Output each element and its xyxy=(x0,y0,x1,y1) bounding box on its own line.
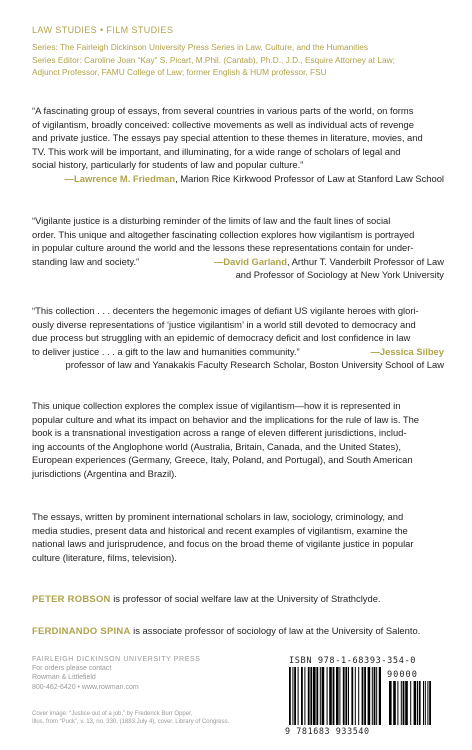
publisher-line: Rowman & Littlefield xyxy=(32,674,96,682)
barcode-bar xyxy=(364,667,366,725)
author-name: FERDINANDO SPINA xyxy=(32,625,131,636)
barcode-bar xyxy=(308,667,310,725)
blurb-line: standing law and society.” xyxy=(32,255,140,267)
author-bio xyxy=(32,624,444,638)
barcode-bar xyxy=(358,667,359,725)
cover-credit xyxy=(32,710,262,726)
barcode-bar xyxy=(304,667,305,725)
barcode-bar xyxy=(329,667,332,725)
barcode-bar xyxy=(379,667,381,725)
para-line: popular culture and what its impact on behavior and the implications for the rule of law is. The xyxy=(32,413,420,425)
barcode-bar xyxy=(417,681,418,725)
author-name: PETER ROBSON xyxy=(32,593,111,604)
cover-credit-line: Cover image: “Justice out of a job,” by Frederick Burr Opper, xyxy=(32,711,193,717)
author-bio-text: is professor of social welfare law at the University of Strathclyde. xyxy=(110,593,381,604)
author-bio-text: is associate professor of sociology of law at the University of Salento. xyxy=(130,625,421,636)
publisher-line: For orders please contact xyxy=(32,665,112,673)
barcode-bar xyxy=(376,667,377,725)
endorser-affiliation: , Marion Rice Kirkwood Professor of Law at Stanford Law School xyxy=(175,172,444,184)
para-line: national laws and jurisprudence, and focus on the broad theme of vigilante justice in popular xyxy=(32,538,414,550)
barcode-bar xyxy=(343,667,345,725)
blurb-line: “This collection . . . decenters the hegemonic images of defiant US vigilante heroes with glori- xyxy=(32,305,419,316)
para-line: The essays, written by prominent international scholars in law, sociology, criminology, and xyxy=(32,511,404,522)
barcode-bar xyxy=(294,667,296,725)
blurb-attribution xyxy=(32,172,444,186)
blurb-line: ously diverse representations of ‘justice vigilantism’ in a world still devoted to democracy and xyxy=(32,318,416,330)
barcode-bar xyxy=(410,681,411,725)
para-line: This unique collection explores the complex issue of vigilantism—how it is represented in xyxy=(32,400,401,411)
blurb-garland xyxy=(32,214,444,282)
barcode-bar xyxy=(403,681,405,725)
description-paragraph xyxy=(32,510,444,564)
series-info xyxy=(32,41,444,79)
barcode-bar xyxy=(368,667,371,725)
blurb-line: of vigilantism, broadly conceived: collective movements as well as individual acts of revenge xyxy=(32,118,414,130)
category-line: LAW STUDIES • FILM STUDIES xyxy=(32,25,174,35)
para-line: culture (literature, films, television). xyxy=(32,551,177,563)
endorser-name: —Jessica Silbey xyxy=(370,345,444,357)
barcode-bar xyxy=(322,667,325,725)
series-line: Series: The Fairleigh Dickinson University Press Series in Law, Culture, and the Humanities xyxy=(32,42,369,52)
publisher-name: FAIRLEIGH DICKINSON UNIVERSITY PRESS xyxy=(32,656,201,663)
barcode-bar xyxy=(374,667,376,725)
blurb-line: “Vigilante justice is a disturbing reminder of the limits of law and the fault lines of social xyxy=(32,215,391,226)
publisher-line: 800-462-6420 • www.rowman.com xyxy=(32,683,139,691)
barcode-bar xyxy=(393,681,396,725)
barcode-bar xyxy=(336,667,339,725)
endorser-affiliation: professor of law and Yanakakis Faculty Research Scholar, Boston University School of Law xyxy=(65,359,444,371)
barcode-bar xyxy=(348,667,349,725)
endorser-name: —Lawrence M. Friedman xyxy=(64,172,176,184)
barcode-bar xyxy=(414,681,417,725)
barcode-bar xyxy=(423,681,424,725)
barcode-bar xyxy=(316,667,318,725)
endorser-affiliation-2: and Professor of Sociology at New York University xyxy=(235,269,444,281)
publisher-info xyxy=(32,655,262,692)
ean-barcode-icon xyxy=(289,667,381,727)
barcode-bar xyxy=(298,667,299,725)
blurb-silbey xyxy=(32,304,444,372)
author-bio xyxy=(32,592,444,606)
series-line: Adjunct Professor, FAMU College of Law; former English & HUM professor, FSU xyxy=(32,67,327,77)
barcode-bar xyxy=(351,667,353,725)
endorser-affiliation: , Arthur T. Vanderbilt Professor of Law xyxy=(286,255,444,267)
barcode-bar xyxy=(313,667,316,725)
blurb-line: “A fascinating group of essays, from several countries in various parts of the world, on forms xyxy=(32,105,414,116)
back-cover-text xyxy=(32,24,444,636)
barcode-bar xyxy=(397,681,398,725)
ean-digits: 9 781683 933540 xyxy=(285,726,370,736)
blurb-line: in popular culture around the world and the lessons these representations contain for under- xyxy=(32,242,414,254)
barcode-bar xyxy=(362,667,364,725)
cover-credit-line: Illus. from “Puck”, v. 13, no. 330, (1883 July 4), cover. Library of Congress. xyxy=(32,719,230,725)
barcode-block xyxy=(285,656,441,738)
barcode-bar xyxy=(292,667,293,725)
blurb-line: TV. This work will be important, and illuminating, for a wide range of scholars of legal and xyxy=(32,145,401,157)
para-line: jurisdictions (Argentina and Brazil). xyxy=(32,467,177,479)
barcode-bar xyxy=(301,667,303,725)
para-line: ing accounts of the Anglophone world (Australia, Britain, Canada, and the United States), xyxy=(32,440,401,452)
blurb-line: and private justice. The essays pay special attention to these themes in literature, movies, and xyxy=(32,132,423,144)
barcode-bar xyxy=(372,667,373,725)
barcode-bar xyxy=(419,681,421,725)
price-barcode-icon xyxy=(389,681,431,727)
barcode-bar xyxy=(401,681,402,725)
isbn-text: ISBN 978-1-68393-354-0 xyxy=(289,656,417,666)
barcode-bar xyxy=(327,667,328,725)
barcode-bar xyxy=(427,681,428,725)
barcode-bar xyxy=(345,667,347,725)
barcode-bar xyxy=(389,681,392,725)
blurb-line: order. This unique and altogether fascinating collection explores how vigilantism is portrayed xyxy=(32,228,415,240)
para-line: European experiences (Germany, Greece, Italy, Poland, and Portugal), and South American xyxy=(32,454,413,466)
barcode-bar xyxy=(310,667,312,725)
barcode-bar xyxy=(405,681,408,725)
series-line: Series Editor: Caroline Joan “Kay” S. Picart, M.Phil. (Cantab), Ph.D., J.D., Esquire Attorney at Law; xyxy=(32,54,395,65)
blurb-friedman xyxy=(32,104,444,186)
blurb-line: due process but struggling with an epidemic of democracy deficit and lost confidence in law xyxy=(32,332,411,344)
endorser-name: —David Garland xyxy=(214,255,287,267)
barcode-bar xyxy=(425,681,426,725)
price-code: 90000 xyxy=(387,670,418,680)
barcode-bar xyxy=(429,681,431,725)
blurb-last-row xyxy=(32,345,444,359)
barcode-bar xyxy=(289,667,291,725)
barcode-bar xyxy=(355,667,356,725)
description-paragraph xyxy=(32,399,444,481)
para-line: media studies, present data and historical and recent examples of vigilantism, examine the xyxy=(32,524,408,536)
blurb-line: social history, particularly for students of law and popular culture.” xyxy=(32,159,304,171)
barcode-bar xyxy=(333,667,335,725)
blurb-last-row xyxy=(32,255,444,269)
para-line: book is a transnational investigation across a range of eleven different jurisdictions, includ- xyxy=(32,427,407,439)
barcode-bar xyxy=(320,667,321,725)
blurb-line: to deliver justice . . . a gift to the law and humanities community.” xyxy=(32,345,300,357)
barcode-bar xyxy=(339,667,340,725)
